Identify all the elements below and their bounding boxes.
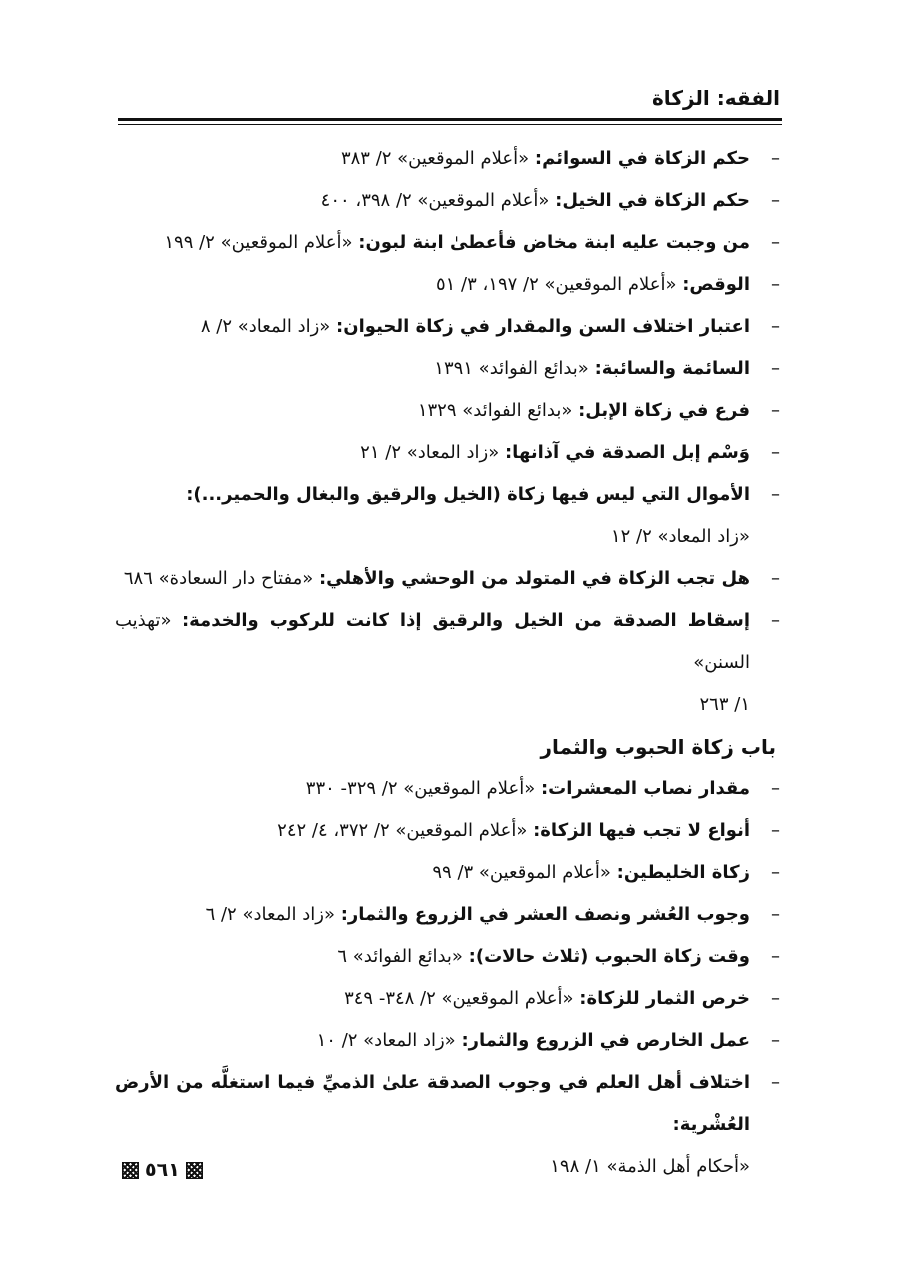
bullet-dash: – (771, 484, 780, 505)
bullet-dash: – (771, 904, 780, 925)
entry-reference: «زاد المعاد» ٢/ ٦ (205, 904, 335, 925)
entry-title: إسقاط الصدقة من الخيل والرقيق إذا كانت للركوب والخدمة: (181, 610, 750, 631)
entry-title: اعتبار اختلاف السن والمقدار في زكاة الحيوان: (336, 316, 750, 337)
bullet-dash: – (771, 190, 780, 211)
bullet-dash: – (771, 358, 780, 379)
entry-reference: «أعلام الموقعين» ٢/ ١٩٩ (164, 232, 353, 253)
entry-reference: «أعلام الموقعين» ٢/ ٣٧٢، ٤/ ٢٤٢ (277, 820, 528, 841)
entry-reference: «بدائع الفوائد» ١٣٢٩ (417, 400, 573, 421)
list-item (115, 348, 780, 390)
entry-reference: «أعلام الموقعين» ٢/ ٣٨٣ (340, 148, 530, 169)
list-item (115, 558, 780, 600)
entry-title: حكم الزكاة في الخيل: (555, 190, 750, 211)
list-item (115, 768, 780, 810)
entry-reference: «زاد المعاد» ٢/ ١٠ (316, 1030, 456, 1051)
ornament-right-icon (186, 1162, 203, 1179)
section-heading: باب زكاة الحبوب والثمار (540, 735, 776, 759)
entry-reference: «أعلام الموقعين» ٢/ ٣٩٨، ٤٠٠ (320, 190, 550, 211)
bullet-dash: – (771, 232, 780, 253)
entry-title: خرص الثمار للزكاة: (579, 988, 750, 1009)
bullet-dash: – (771, 988, 780, 1009)
bullet-dash: – (771, 148, 780, 169)
entry-first-line (115, 600, 750, 684)
entry-title: أنواع لا تجب فيها الزكاة: (533, 820, 750, 841)
list-item (115, 936, 780, 978)
entry-title: وجوب العُشر ونصف العشر في الزروع والثمار: (340, 904, 750, 925)
page-number: ٥٦١ (145, 1159, 180, 1181)
list-item (115, 852, 780, 894)
entry-title: حكم الزكاة في السوائم: (534, 148, 750, 169)
entry-title: مقدار نصاب المعشرات: (540, 778, 750, 799)
entry-title: زكاة الخليطين: (616, 862, 750, 883)
entry-reference-continued: «أحكام أهل الذمة» ١/ ١٩٨ (550, 1156, 750, 1177)
list-item (115, 222, 780, 264)
bullet-dash: – (771, 316, 780, 337)
bullet-dash: – (771, 568, 780, 589)
bullet-dash: – (771, 862, 780, 883)
bullet-dash: – (771, 610, 780, 631)
bullet-dash: – (771, 778, 780, 799)
entry-reference: «أعلام الموقعين» ٢/ ١٩٧، ٣/ ٥١ (435, 274, 677, 295)
list-item (115, 894, 780, 936)
entry-reference: «أعلام الموقعين» ٣/ ٩٩ (432, 862, 611, 883)
entry-reference: «تهذيب السنن» (115, 610, 750, 673)
entry-reference-continued: ١/ ٢٦٣ (699, 694, 750, 715)
entry-reference: «أعلام الموقعين» ٢/ ٣٤٨- ٣٤٩ (344, 988, 574, 1009)
entry-title: السائمة والسائبة: (594, 358, 750, 379)
bullet-dash: – (771, 1072, 780, 1093)
list-item (115, 978, 780, 1020)
entry-reference: «بدائع الفوائد» ٦ (337, 946, 463, 967)
entry-title: اختلاف أهل العلم في وجوب الصدقة علىٰ الذميِّ فيما استغلَّه من الأرض العُشْرية: (115, 1072, 750, 1135)
list-item (115, 138, 780, 180)
bullet-dash: – (771, 274, 780, 295)
entry-reference: «بدائع الفوائد» ١٣٩١ (434, 358, 589, 379)
list-item (115, 432, 780, 474)
entry-title: وقت زكاة الحبوب (ثلاث حالات): (468, 946, 750, 967)
entry-reference: «زاد المعاد» ٢/ ٢١ (360, 442, 500, 463)
page-footer (122, 1159, 203, 1181)
entry-reference: «أعلام الموقعين» ٢/ ٣٢٩- ٣٣٠ (305, 778, 536, 799)
ornament-left-icon (122, 1162, 139, 1179)
list-item (115, 390, 780, 432)
list-item (115, 474, 780, 558)
running-header: الفقه: الزكاة (652, 86, 780, 110)
entry-title: الوقص: (682, 274, 750, 295)
bullet-dash: – (771, 442, 780, 463)
page-body (115, 138, 780, 1188)
entry-title: عمل الخارص في الزروع والثمار: (461, 1030, 750, 1051)
entry-title: وَسْم إبل الصدقة في آذانها: (504, 442, 750, 463)
list-item (115, 1062, 780, 1188)
entry-reference: «مفتاح دار السعادة» ٦٨٦ (123, 568, 314, 589)
bullet-dash: – (771, 1030, 780, 1051)
entry-reference: «زاد المعاد» ٢/ ١٢ (610, 526, 750, 547)
list-item (115, 264, 780, 306)
header-rule-thin (118, 124, 782, 125)
list-item (115, 600, 780, 726)
list-item (115, 810, 780, 852)
bullet-dash: – (771, 946, 780, 967)
entry-title: هل تجب الزكاة في المتولد من الوحشي والأهلي: (318, 568, 750, 589)
bullet-dash: – (771, 400, 780, 421)
list-item (115, 1020, 780, 1062)
list-item (115, 306, 780, 348)
header-rule-thick (118, 118, 782, 121)
entry-reference: «زاد المعاد» ٢/ ٨ (200, 316, 331, 337)
list-item (115, 180, 780, 222)
entry-title: من وجبت عليه ابنة مخاض فأعطىٰ ابنة لبون: (358, 232, 750, 253)
entry-title: الأموال التي ليس فيها زكاة (الخيل والرقيق والبغال والحمير...): (186, 484, 750, 505)
entry-title: فرع في زكاة الإبل: (578, 400, 750, 421)
bullet-dash: – (771, 820, 780, 841)
